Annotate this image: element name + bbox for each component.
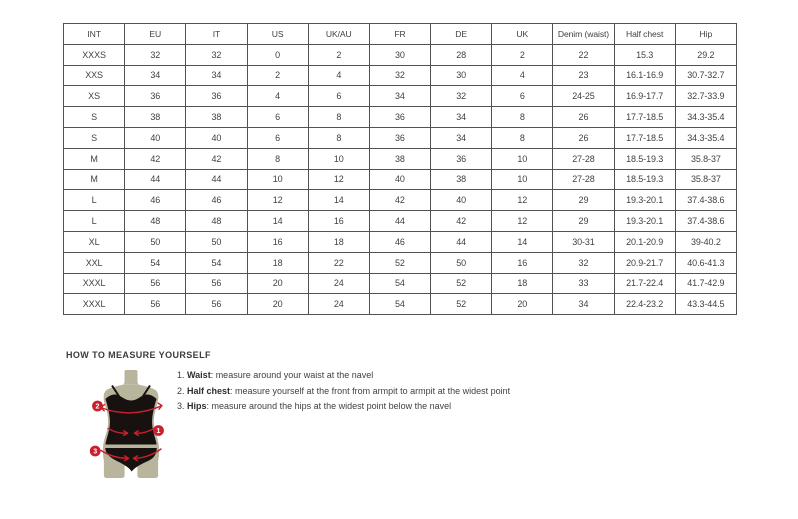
table-cell: 36: [369, 127, 430, 148]
table-cell: 34: [431, 127, 492, 148]
table-cell: 56: [125, 273, 186, 294]
chest-badge: [92, 401, 103, 412]
table-cell: 44: [431, 231, 492, 252]
table-cell: 35.8-37: [675, 169, 736, 190]
table-cell: 6: [247, 107, 308, 128]
chest-badge-number: 2: [95, 403, 100, 411]
table-cell: 20: [247, 294, 308, 315]
table-cell: 4: [308, 65, 369, 86]
table-cell: 0: [247, 44, 308, 65]
table-cell: 54: [369, 294, 430, 315]
measure-step: [177, 387, 510, 396]
table-cell: 42: [431, 211, 492, 232]
table-cell: 54: [186, 252, 247, 273]
how-to-measure-title: HOW TO MEASURE YOURSELF: [66, 350, 211, 360]
table-cell: 28: [431, 44, 492, 65]
table-cell: 40: [369, 169, 430, 190]
table-cell: 42: [125, 148, 186, 169]
table-cell: 37.4-38.6: [675, 190, 736, 211]
table-cell: 8: [492, 107, 553, 128]
table-cell: 12: [247, 190, 308, 211]
table-cell: 10: [492, 169, 553, 190]
table-cell: 40.6-41.3: [675, 252, 736, 273]
table-cell: XXXL: [64, 273, 125, 294]
table-cell: 6: [308, 86, 369, 107]
table-cell: 22: [308, 252, 369, 273]
table-cell: 29.2: [675, 44, 736, 65]
table-cell: 38: [369, 148, 430, 169]
step-text: : measure around your waist at the navel: [210, 370, 374, 380]
table-cell: 14: [308, 190, 369, 211]
table-cell: 38: [186, 107, 247, 128]
table-row: [64, 65, 737, 86]
hips-badge: [90, 446, 101, 457]
table-cell: XL: [64, 231, 125, 252]
step-number: 1.: [177, 370, 188, 380]
table-cell: M: [64, 169, 125, 190]
table-cell: 20: [247, 273, 308, 294]
table-row: [64, 273, 737, 294]
mannequin-illustration: [88, 370, 176, 480]
table-cell: 23: [553, 65, 614, 86]
table-cell: 37.4-38.6: [675, 211, 736, 232]
table-cell: 29: [553, 190, 614, 211]
table-cell: 24-25: [553, 86, 614, 107]
table-cell: 44: [125, 169, 186, 190]
table-cell: 46: [125, 190, 186, 211]
measure-step: [177, 371, 510, 380]
table-cell: 50: [186, 231, 247, 252]
table-cell: 32: [553, 252, 614, 273]
table-cell: 21.7-22.4: [614, 273, 675, 294]
table-cell: 16.1-16.9: [614, 65, 675, 86]
step-text: : measure around the hips at the widest point below the navel: [206, 401, 452, 411]
table-cell: 48: [125, 211, 186, 232]
table-cell: 24: [308, 294, 369, 315]
table-cell: 20.9-21.7: [614, 252, 675, 273]
table-cell: 33: [553, 273, 614, 294]
table-cell: 36: [186, 86, 247, 107]
table-row: [64, 44, 737, 65]
table-cell: 14: [247, 211, 308, 232]
column-header: Denim (waist): [553, 24, 614, 45]
table-cell: 29: [553, 211, 614, 232]
waist-badge: [153, 425, 164, 436]
table-cell: 12: [492, 190, 553, 211]
table-cell: 52: [431, 294, 492, 315]
table-cell: 30-31: [553, 231, 614, 252]
table-cell: 2: [492, 44, 553, 65]
table-cell: 34: [125, 65, 186, 86]
table-cell: 18: [247, 252, 308, 273]
table-row: [64, 107, 737, 128]
table-cell: XXS: [64, 65, 125, 86]
table-cell: 36: [125, 86, 186, 107]
table-cell: 34: [186, 65, 247, 86]
table-cell: 30: [431, 65, 492, 86]
table-cell: 17.7-18.5: [614, 107, 675, 128]
column-header: IT: [186, 24, 247, 45]
table-cell: 32: [186, 44, 247, 65]
table-cell: 18: [492, 273, 553, 294]
table-cell: 16.9-17.7: [614, 86, 675, 107]
table-cell: 30: [369, 44, 430, 65]
table-cell: L: [64, 190, 125, 211]
table-cell: 18.5-19.3: [614, 148, 675, 169]
table-cell: 44: [369, 211, 430, 232]
table-cell: 38: [125, 107, 186, 128]
table-cell: XXXL: [64, 294, 125, 315]
table-cell: 12: [492, 211, 553, 232]
table-cell: 34: [431, 107, 492, 128]
table-cell: 8: [308, 107, 369, 128]
camisole: [105, 395, 156, 445]
table-cell: 43.3-44.5: [675, 294, 736, 315]
table-cell: 44: [186, 169, 247, 190]
table-cell: 18: [308, 231, 369, 252]
table-row: [64, 211, 737, 232]
table-row: [64, 86, 737, 107]
table-cell: 6: [247, 127, 308, 148]
table-cell: 10: [247, 169, 308, 190]
table-cell: 48: [186, 211, 247, 232]
step-text: : measure yourself at the front from armpit to armpit at the widest point: [230, 385, 511, 396]
table-cell: 18.5-19.3: [614, 169, 675, 190]
table-cell: 50: [125, 231, 186, 252]
table-header-row: [64, 24, 737, 45]
table-cell: 52: [431, 273, 492, 294]
table-cell: 34.3-35.4: [675, 127, 736, 148]
table-cell: 17.7-18.5: [614, 127, 675, 148]
table-cell: XXL: [64, 252, 125, 273]
mannequin-neck: [123, 370, 139, 385]
column-header: FR: [369, 24, 430, 45]
table-cell: 56: [125, 294, 186, 315]
table-row: [64, 190, 737, 211]
column-header: INT: [64, 24, 125, 45]
table-cell: 10: [492, 148, 553, 169]
table-cell: 2: [247, 65, 308, 86]
table-cell: 12: [308, 169, 369, 190]
table-cell: 32: [431, 86, 492, 107]
table-cell: 54: [369, 273, 430, 294]
hips-badge-number: 3: [93, 448, 98, 456]
table-cell: 35.8-37: [675, 148, 736, 169]
step-label: Waist: [187, 370, 211, 380]
size-chart: [63, 23, 737, 315]
table-cell: 24: [308, 273, 369, 294]
table-cell: 14: [492, 231, 553, 252]
table-cell: 40: [431, 190, 492, 211]
table-cell: M: [64, 148, 125, 169]
table-cell: 36: [369, 107, 430, 128]
table-cell: 39-40.2: [675, 231, 736, 252]
table-row: [64, 231, 737, 252]
table-cell: L: [64, 211, 125, 232]
table-cell: 10: [308, 148, 369, 169]
column-header: US: [247, 24, 308, 45]
table-cell: 27-28: [553, 169, 614, 190]
table-cell: 26: [553, 127, 614, 148]
table-cell: 26: [553, 107, 614, 128]
table-cell: XS: [64, 86, 125, 107]
table-cell: 34.3-35.4: [675, 107, 736, 128]
column-header: Half chest: [614, 24, 675, 45]
measure-step: [177, 402, 510, 411]
column-header: DE: [431, 24, 492, 45]
table-cell: 16: [247, 231, 308, 252]
table-row: [64, 148, 737, 169]
table-cell: S: [64, 127, 125, 148]
column-header: UK/AU: [308, 24, 369, 45]
waist-badge-number: 1: [156, 428, 161, 436]
table-cell: S: [64, 107, 125, 128]
table-cell: 56: [186, 273, 247, 294]
table-cell: 50: [431, 252, 492, 273]
column-header: Hip: [675, 24, 736, 45]
table-cell: 16: [308, 211, 369, 232]
table-row: [64, 252, 737, 273]
table-cell: 38: [431, 169, 492, 190]
table-cell: 16: [492, 252, 553, 273]
table-cell: 8: [247, 148, 308, 169]
table-cell: 20: [492, 294, 553, 315]
table-cell: 34: [369, 86, 430, 107]
size-chart-table: [63, 23, 737, 315]
table-cell: 34: [553, 294, 614, 315]
table-row: [64, 127, 737, 148]
table-cell: 20.1-20.9: [614, 231, 675, 252]
table-cell: 6: [492, 86, 553, 107]
table-cell: 19.3-20.1: [614, 211, 675, 232]
table-cell: 36: [431, 148, 492, 169]
table-cell: 30.7-32.7: [675, 65, 736, 86]
table-cell: 22.4-23.2: [614, 294, 675, 315]
table-cell: 19.3-20.1: [614, 190, 675, 211]
table-row: [64, 294, 737, 315]
table-cell: 46: [186, 190, 247, 211]
table-cell: 32.7-33.9: [675, 86, 736, 107]
table-cell: XXXS: [64, 44, 125, 65]
table-cell: 8: [308, 127, 369, 148]
table-cell: 32: [125, 44, 186, 65]
measurement-mannequin-figure: [88, 370, 176, 480]
table-cell: 42: [369, 190, 430, 211]
measure-steps-list: [177, 371, 510, 418]
table-cell: 22: [553, 44, 614, 65]
table-cell: 4: [247, 86, 308, 107]
step-number: 2.: [177, 385, 188, 396]
table-cell: 46: [369, 231, 430, 252]
table-cell: 42: [186, 148, 247, 169]
table-cell: 15.3: [614, 44, 675, 65]
step-label: Half chest: [187, 385, 231, 396]
table-cell: 27-28: [553, 148, 614, 169]
table-cell: 32: [369, 65, 430, 86]
step-number: 3.: [177, 401, 188, 411]
table-cell: 41.7-42.9: [675, 273, 736, 294]
table-cell: 8: [492, 127, 553, 148]
table-cell: 4: [492, 65, 553, 86]
column-header: EU: [125, 24, 186, 45]
table-row: [64, 169, 737, 190]
table-cell: 54: [125, 252, 186, 273]
step-label: Hips: [187, 401, 207, 411]
table-cell: 40: [186, 127, 247, 148]
table-cell: 52: [369, 252, 430, 273]
table-cell: 2: [308, 44, 369, 65]
table-cell: 40: [125, 127, 186, 148]
column-header: UK: [492, 24, 553, 45]
table-cell: 56: [186, 294, 247, 315]
